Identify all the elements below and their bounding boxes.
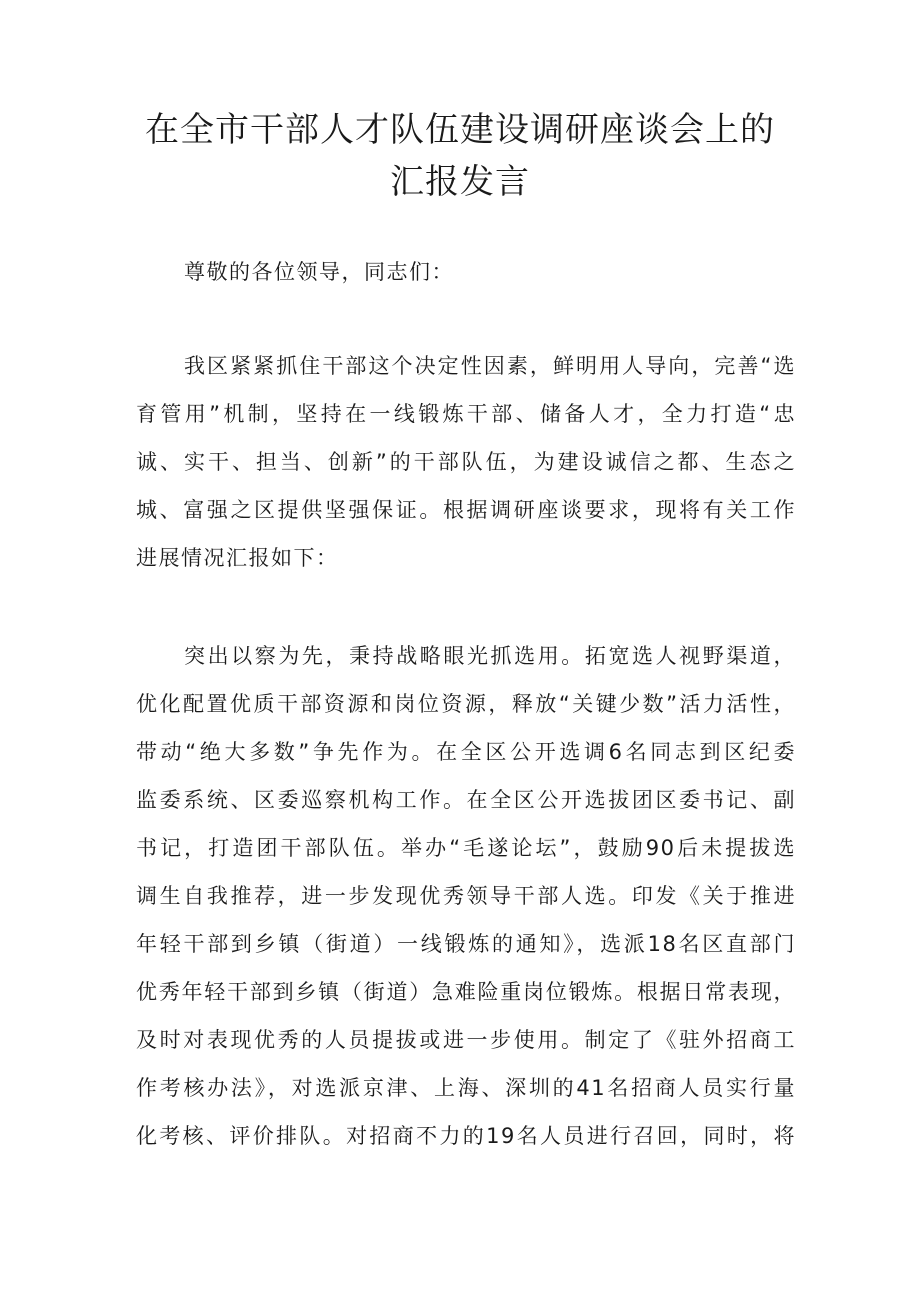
paragraph-line: 书记，打造团干部队伍。举办“毛遂论坛”，鼓励90后未提拔选 bbox=[136, 836, 796, 860]
paragraph-line: 我区紧紧抓住干部这个决定性因素，鲜明用人导向，完善“选 bbox=[184, 354, 796, 378]
paragraph-line: 化考核、评价排队。对招商不力的19名人员进行召回，同时，将 bbox=[136, 1124, 796, 1148]
greeting: 尊敬的各位领导，同志们： bbox=[184, 260, 454, 284]
paragraph-line: 年轻干部到乡镇（街道）一线锻炼的通知》，选派18名区直部门 bbox=[136, 932, 796, 956]
paragraph-line: 优化配置优质干部资源和岗位资源，释放“关键少数”活力活性， bbox=[136, 692, 796, 716]
document-title-line-2: 汇报发言 bbox=[390, 162, 530, 202]
paragraph-line: 育管用”机制，坚持在一线锻炼干部、储备人才，全力打造“忠 bbox=[136, 402, 796, 426]
paragraph-selection bbox=[136, 632, 796, 1160]
paragraph-line: 城、富强之区提供坚强保证。根据调研座谈要求，现将有关工作 bbox=[136, 498, 796, 522]
paragraph-line: 带动“绝大多数”争先作为。在全区公开选调6名同志到区纪委 bbox=[136, 740, 796, 764]
paragraph-line: 优秀年轻干部到乡镇（街道）急难险重岗位锻炼。根据日常表现， bbox=[136, 980, 796, 1004]
paragraph-line: 及时对表现优秀的人员提拔或进一步使用。制定了《驻外招商工 bbox=[136, 1028, 796, 1052]
paragraph-line: 突出以察为先，秉持战略眼光抓选用。拓宽选人视野渠道， bbox=[184, 644, 796, 668]
paragraph-line: 作考核办法》，对选派京津、上海、深圳的41名招商人员实行量 bbox=[136, 1076, 796, 1100]
paragraph-line: 调生自我推荐，进一步发现优秀领导干部人选。印发《关于推进 bbox=[136, 884, 796, 908]
document-title-line-1: 在全市干部人才队伍建设调研座谈会上的 bbox=[145, 110, 775, 150]
paragraph-line: 监委系统、区委巡察机构工作。在全区公开选拔团区委书记、副 bbox=[136, 788, 796, 812]
paragraph-line: 诚、实干、担当、创新”的干部队伍，为建设诚信之都、生态之 bbox=[136, 450, 796, 474]
paragraph-line: 进展情况汇报如下： bbox=[136, 546, 339, 570]
paragraph-intro bbox=[136, 342, 796, 582]
